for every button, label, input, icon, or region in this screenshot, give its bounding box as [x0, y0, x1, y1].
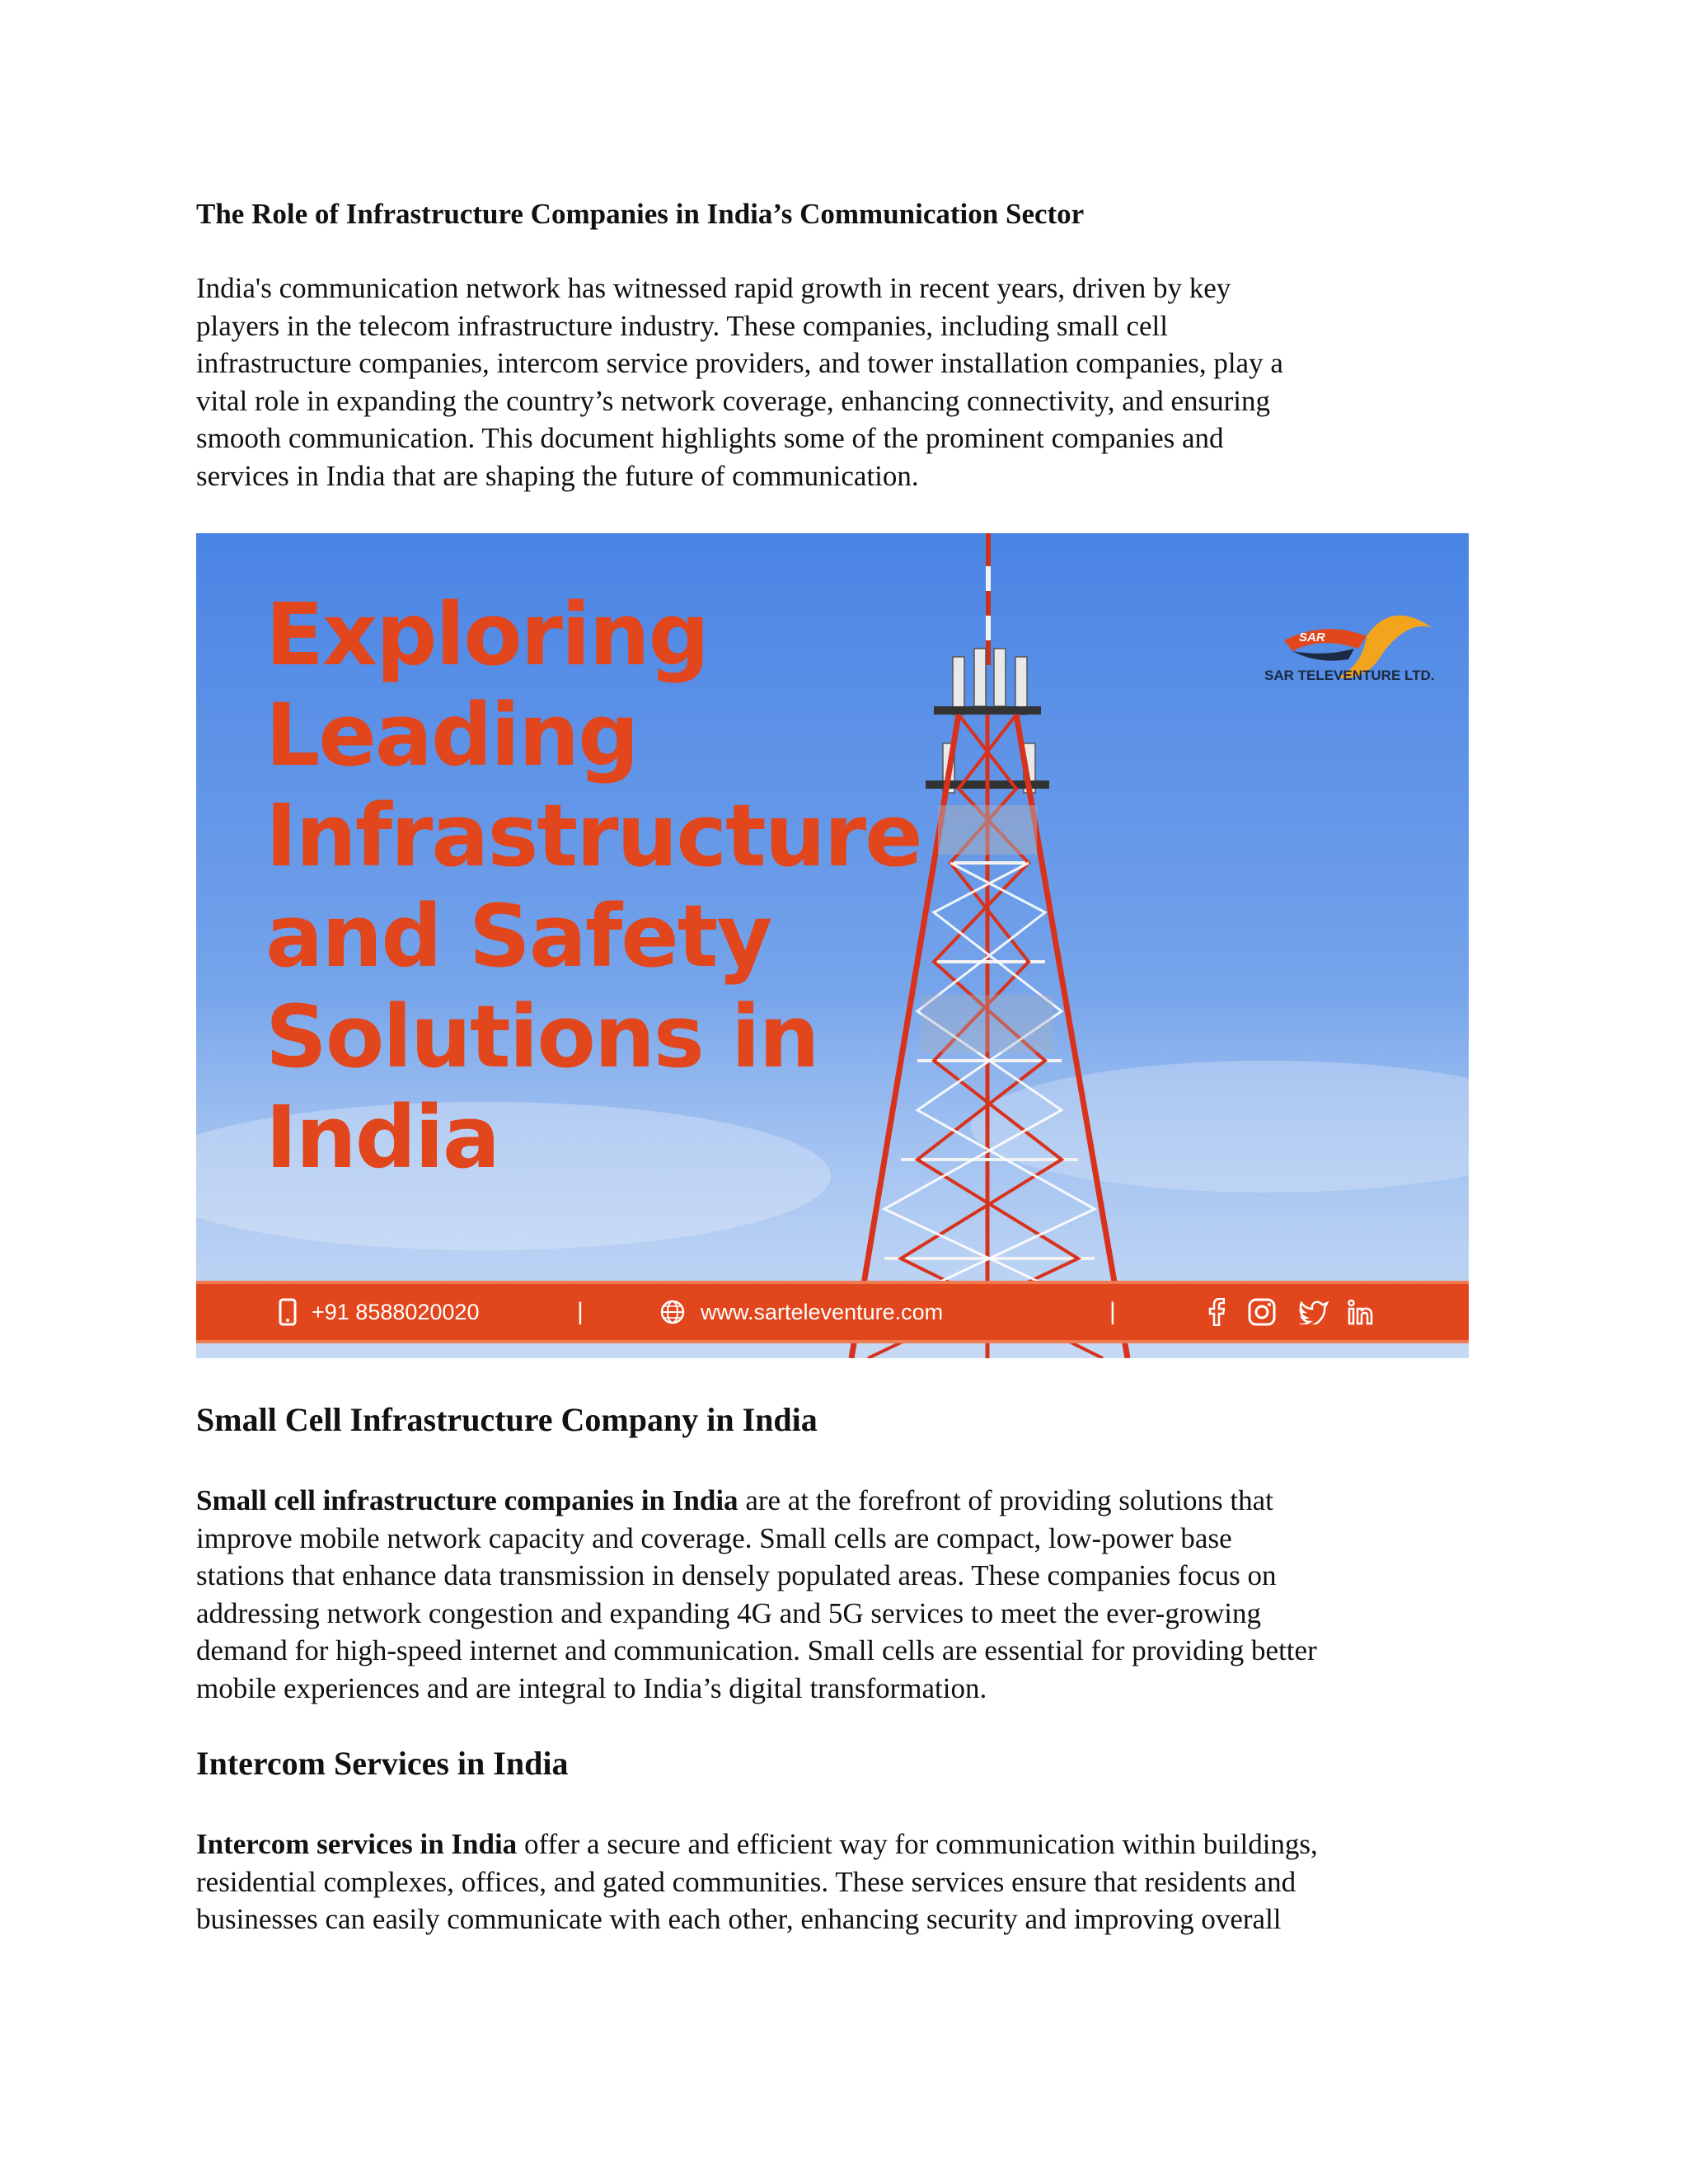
- intro-line: vital role in expanding the country’s network coverage, enhancing connectivity, and ensuring: [196, 384, 1271, 417]
- paragraph-line: are at the forefront of providing solutions that: [738, 1484, 1273, 1516]
- logo-abbreviation: SAR: [1299, 630, 1325, 644]
- paragraph-line: mobile experiences and are integral to India’s digital transformation.: [196, 1671, 987, 1704]
- small-cell-paragraph: [196, 1482, 1498, 1707]
- headline-line: and Safety: [265, 886, 771, 987]
- intro-line: players in the telecom infrastructure industry. These companies, including small cell: [196, 309, 1168, 342]
- facebook-icon[interactable]: [1208, 1284, 1225, 1340]
- bold-lead: Small cell infrastructure companies in India: [196, 1484, 738, 1516]
- paragraph-line: offer a secure and efficient way for communication within buildings,: [517, 1828, 1318, 1860]
- paragraph-line: addressing network congestion and expanding 4G and 5G services to meet the ever-growing: [196, 1596, 1261, 1629]
- twitter-icon[interactable]: [1299, 1284, 1329, 1340]
- section-heading-intercom: Intercom Services in India: [196, 1745, 569, 1782]
- headline-line: Infrastructure: [265, 785, 921, 886]
- intro-paragraph: [196, 269, 1498, 494]
- bold-lead: Intercom services in India: [196, 1828, 518, 1860]
- intro-line: smooth communication. This document highlights some of the prominent companies and: [196, 422, 1224, 454]
- headline-line: Leading: [265, 685, 638, 785]
- intro-line: infrastructure companies, intercom service providers, and tower installation companies, play a: [196, 347, 1283, 379]
- website-link[interactable]: www.sarteleventure.com: [701, 1299, 944, 1324]
- headline-line: India: [265, 1087, 499, 1188]
- promo-banner-image: [196, 533, 1469, 1358]
- paragraph-line: improve mobile network capacity and coverage. Small cells are compact, low-power base: [196, 1521, 1232, 1554]
- instagram-icon[interactable]: [1248, 1284, 1276, 1340]
- phone-icon: [279, 1284, 297, 1340]
- section-heading-small-cell: Small Cell Infrastructure Company in India: [196, 1401, 818, 1438]
- intro-line: India's communication network has witnessed rapid growth in recent years, driven by key: [196, 272, 1231, 304]
- headline-line: Solutions in: [265, 987, 818, 1087]
- paragraph-line: businesses can easily communicate with each other, enhancing security and improving overall: [196, 1903, 1282, 1935]
- logo-company-name: SAR TELEVENTURE LTD.: [1264, 668, 1435, 683]
- separator: |: [1109, 1298, 1116, 1325]
- document-title: The Role of Infrastructure Companies in India’s Communication Sector: [196, 198, 1085, 230]
- phone-number: +91 8588020020: [312, 1299, 480, 1324]
- sar-logo-icon: [1268, 603, 1449, 702]
- separator: |: [577, 1298, 584, 1325]
- paragraph-line: residential complexes, offices, and gated communities. These services ensure that residents and: [196, 1865, 1296, 1898]
- contact-bar: [196, 1281, 1469, 1343]
- linkedin-icon[interactable]: [1347, 1284, 1373, 1340]
- intercom-paragraph: [196, 1825, 1498, 1938]
- paragraph-line: stations that enhance data transmission in densely populated areas. These companies focus on: [196, 1559, 1277, 1591]
- globe-icon: [659, 1284, 686, 1340]
- intro-line: services in India that are shaping the future of communication.: [196, 459, 919, 492]
- banner-headline: [265, 584, 921, 1188]
- headline-line: Exploring: [265, 584, 709, 685]
- paragraph-line: demand for high-speed internet and communication. Small cells are essential for providing better: [196, 1634, 1317, 1666]
